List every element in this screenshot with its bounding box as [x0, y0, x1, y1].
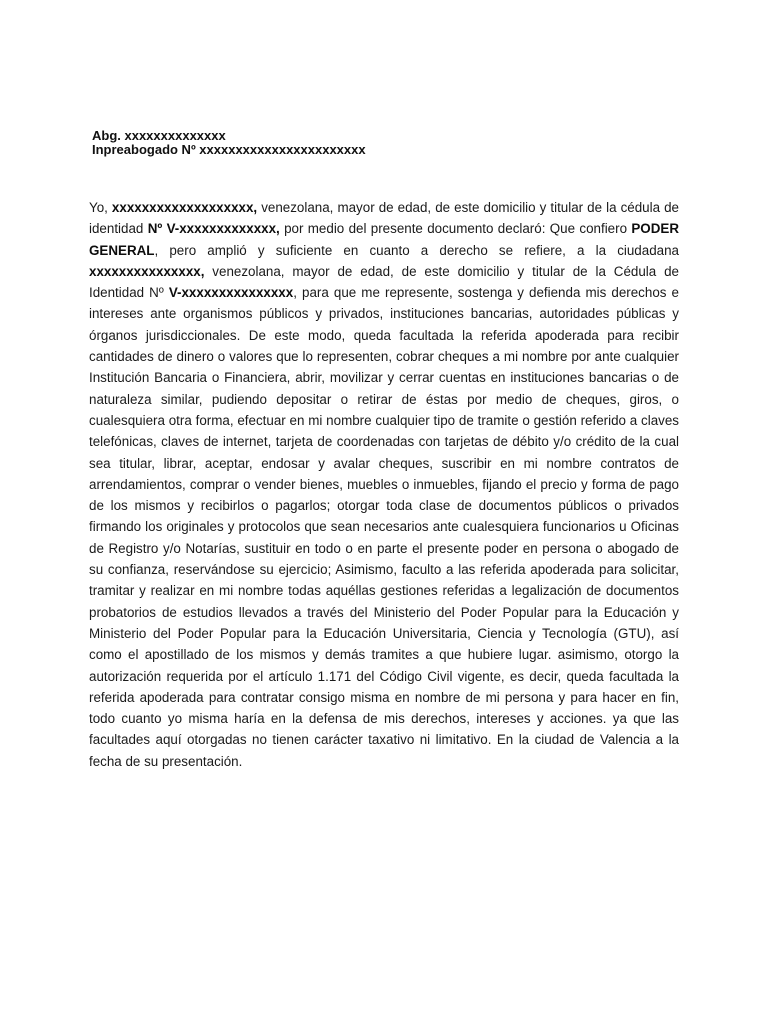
lawyer-name: Abg. xxxxxxxxxxxxxx [92, 128, 226, 143]
inpreabogado-number: Inpreabogado Nº xxxxxxxxxxxxxxxxxxxxxxx [92, 142, 366, 157]
body-segment: , pero amplió y suficiente en cuanto a derecho se refiere, a la ciudadana [154, 242, 679, 258]
grantor-name: xxxxxxxxxxxxxxxxxxx, [111, 200, 258, 215]
power-of-attorney-text [89, 197, 679, 772]
attorney-name: xxxxxxxxxxxxxxx, [89, 263, 205, 279]
grantor-id: Nº V-xxxxxxxxxxxxx, [147, 221, 280, 237]
body-segment: por medio del presente documento declaró: Que confiero [279, 221, 632, 237]
power-type: PODER GENERAL [89, 221, 679, 258]
body-segment: , para que me represente, sostenga y defienda mis derechos e intereses ante organismos públicos y privados, instituciones bancarias, autoridades públicas y órganos jurisdiccionales. De este modo, queda facultada la referida apoderada para recibir cantidades de dinero o valores que lo representen, cobrar cheques a mi nombre por ante cualquier Institución Bancaria o Financiera, abrir, movilizar y cerrar cuentas en instituciones bancarias o de naturaleza similar, pudiendo depositar o retirar de éstas por medio de cheques, giros, o cualesquiera otra forma, efectuar en mi nombre cualquier tipo de tramite o gestión referido a claves telefónicas, claves de internet, tarjeta de coordenadas con tarjetas de débito y/o crédito de la cual sea titular, librar, aceptar, endosar y avalar cheques, suscribir en mi nombre contratos de arrendamientos, comprar o vender bienes, muebles o inmuebles, fijando el precio y forma de pago de los mismos y recibirlos o pagarlos; otorgar toda clase de documentos públicos o privados firmando los originales y protocolos que sean necesarios ante cualesquiera funcionarios u Oficinas de Registro y/o Notarías, sustituir en todo o en parte el presente poder en persona o abogado de su confianza, reservándose su ejercicio; Asimismo, faculto a las referida apoderada para solicitar, tramitar y realizar en mi nombre todas aquéllas gestiones referidas a legalización de documentos probatorios de estudios llevados a través del Ministerio del Poder Popular para la Educación y Ministerio del Poder Popular para la Educación Universitaria, Ciencia y Tecnología (GTU), así como el apostillado de los mismos y demás tramites a que hubiere lugar. asimismo, otorgo la autorización requerida por el artículo 1.171 del Código Civil vigente, es decir, queda facultada la referida apoderada para contratar consigo misma en nombre de mi persona y para hacer en fin, todo cuanto yo misma haría en la defensa de mis derechos, intereses y acciones. ya que las facultades aquí otorgadas no tienen carácter taxativo ni limitativo. En la ciudad de Valencia a la fecha de su presentación. [89, 285, 679, 769]
lawyer-header [92, 129, 366, 157]
body-segment: venezolana, mayor de edad, de este domicilio y titular de la Cédula de Identidad Nº [89, 263, 679, 301]
attorney-id: V-xxxxxxxxxxxxxxx [168, 285, 294, 301]
body-segment: Yo, [89, 200, 112, 215]
body-segment: venezolana, mayor de edad, de este domicilio y titular de la cédula de identidad [89, 200, 679, 237]
